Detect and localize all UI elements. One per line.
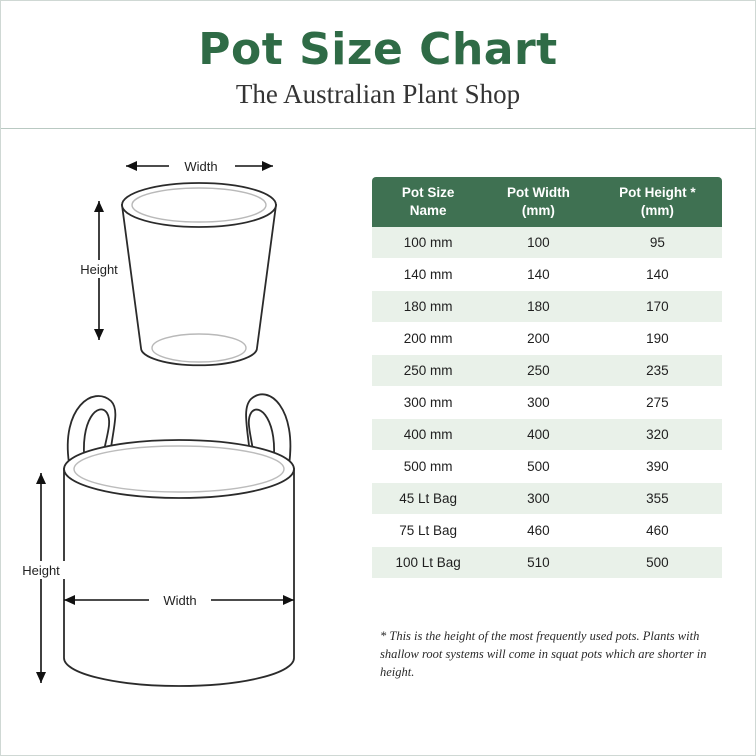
plastic-pot-shape <box>122 183 276 365</box>
table-body <box>372 227 722 579</box>
column-header-pot-size-name <box>372 177 484 227</box>
header-line-2: (mm) <box>640 203 674 219</box>
table-row <box>372 451 722 483</box>
pot-size-table <box>372 177 722 579</box>
cell-pot-size-name: 200 mm <box>372 323 484 355</box>
cell-pot-height: 140 <box>593 259 722 291</box>
table-footnote: * This is the height of the most frequently used pots. Plants with shallow root systems will come in squat pots which are shorter in height. <box>380 629 707 680</box>
cell-pot-width: 300 <box>484 387 592 419</box>
header-line-2: Name <box>409 203 447 219</box>
header <box>1 1 755 110</box>
cell-pot-width: 500 <box>484 451 592 483</box>
cell-pot-height: 390 <box>593 451 722 483</box>
table-row <box>372 227 722 259</box>
cell-pot-width: 200 <box>484 323 592 355</box>
cell-pot-height: 235 <box>593 355 722 387</box>
pot-and-bag-diagram <box>1 133 361 743</box>
header-line-2: (mm) <box>521 203 555 219</box>
cell-pot-width: 510 <box>484 547 592 579</box>
table-row <box>372 355 722 387</box>
table-row <box>372 323 722 355</box>
pot-width-label: Width <box>184 159 218 174</box>
column-header-pot-width <box>484 177 592 227</box>
cell-pot-size-name: 250 mm <box>372 355 484 387</box>
page-title: Pot Size Chart <box>198 24 558 75</box>
bag-height-label: Height <box>22 563 60 578</box>
cell-pot-size-name: 75 Lt Bag <box>372 515 484 547</box>
illustrations <box>1 133 361 743</box>
column-header-pot-height <box>593 177 722 227</box>
grow-bag-shape <box>64 440 294 686</box>
table-row <box>372 291 722 323</box>
cell-pot-size-name: 500 mm <box>372 451 484 483</box>
cell-pot-height: 95 <box>593 227 722 259</box>
cell-pot-width: 140 <box>484 259 592 291</box>
cell-pot-width: 460 <box>484 515 592 547</box>
header-line-1: Pot Size <box>401 185 455 200</box>
table-header-row <box>372 177 722 227</box>
cell-pot-height: 500 <box>593 547 722 579</box>
table-row <box>372 259 722 291</box>
table-row <box>372 515 722 547</box>
cell-pot-height: 275 <box>593 387 722 419</box>
cell-pot-height: 170 <box>593 291 722 323</box>
page-subtitle: The Australian Plant Shop <box>235 79 521 110</box>
cell-pot-height: 320 <box>593 419 722 451</box>
cell-pot-size-name: 140 mm <box>372 259 484 291</box>
cell-pot-height: 355 <box>593 483 722 515</box>
cell-pot-size-name: 180 mm <box>372 291 484 323</box>
cell-pot-height: 190 <box>593 323 722 355</box>
table-header <box>372 177 722 227</box>
cell-pot-width: 400 <box>484 419 592 451</box>
table-row <box>372 547 722 579</box>
cell-pot-size-name: 400 mm <box>372 419 484 451</box>
table-row <box>372 387 722 419</box>
bag-width-label: Width <box>163 593 197 608</box>
header-line-1: Pot Height * <box>619 185 696 200</box>
cell-pot-size-name: 300 mm <box>372 387 484 419</box>
table-row <box>372 419 722 451</box>
pot-size-table-wrapper <box>372 177 722 579</box>
cell-pot-width: 300 <box>484 483 592 515</box>
cell-pot-width: 250 <box>484 355 592 387</box>
cell-pot-size-name: 100 Lt Bag <box>372 547 484 579</box>
header-divider <box>1 128 756 129</box>
table-row <box>372 483 722 515</box>
cell-pot-size-name: 100 mm <box>372 227 484 259</box>
header-line-1: Pot Width <box>507 185 570 200</box>
cell-pot-width: 100 <box>484 227 592 259</box>
cell-pot-size-name: 45 Lt Bag <box>372 483 484 515</box>
cell-pot-width: 180 <box>484 291 592 323</box>
pot-height-label: Height <box>80 262 118 277</box>
cell-pot-height: 460 <box>593 515 722 547</box>
